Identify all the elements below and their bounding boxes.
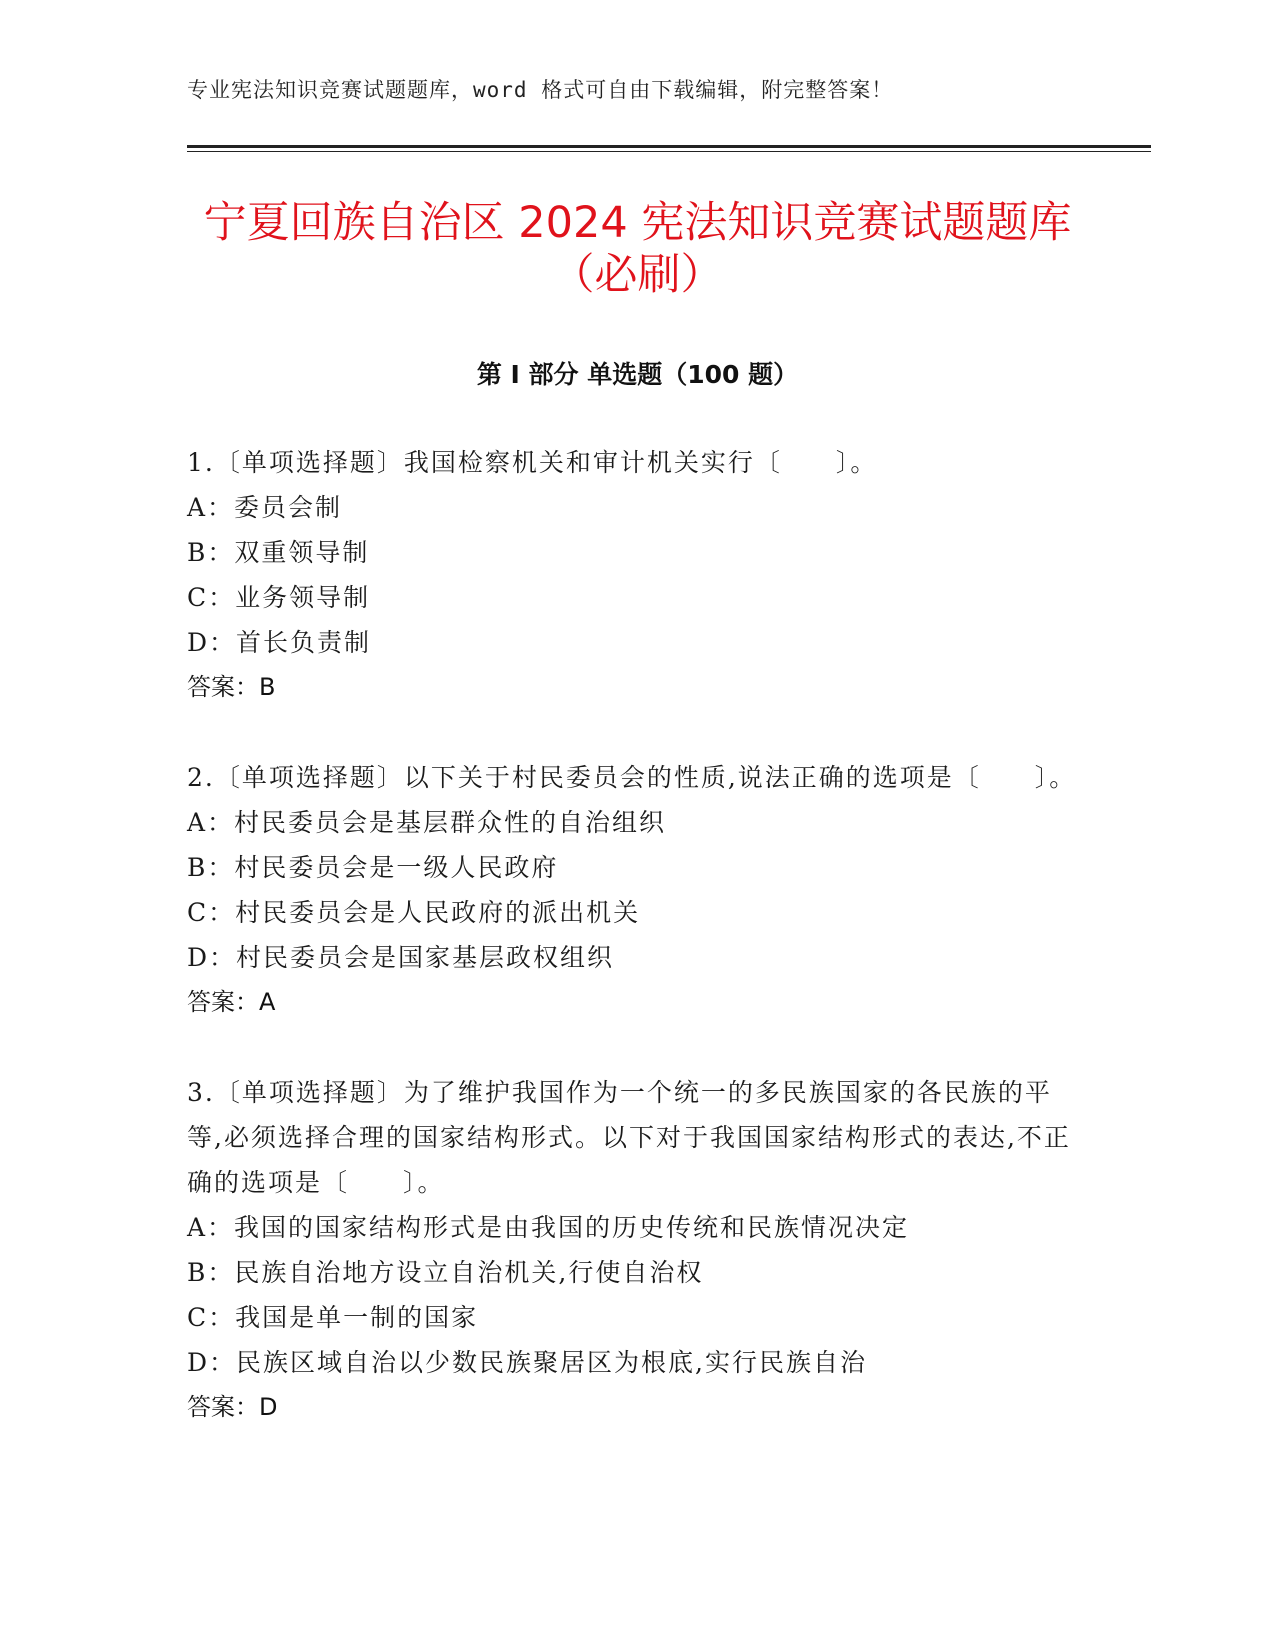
option-c: C：我国是单一制的国家	[187, 1303, 479, 1332]
option-b: B：双重领导制	[187, 538, 370, 567]
answer: 答案：B	[187, 673, 276, 701]
title-line-2: （必刷）	[551, 250, 724, 300]
header-rule-thin	[187, 151, 1151, 152]
question-2	[187, 755, 1087, 1025]
question-3	[187, 1070, 1087, 1430]
option-c: C：村民委员会是人民政府的派出机关	[187, 898, 641, 927]
question-stem: 2.〔单项选择题〕以下关于村民委员会的性质,说法正确的选项是〔 〕。	[187, 763, 1077, 792]
option-d: D：村民委员会是国家基层政权组织	[187, 943, 615, 972]
question-1	[187, 440, 1087, 710]
option-d: D：首长负责制	[187, 628, 372, 657]
header-note: 专业宪法知识竞赛试题题库，word 格式可自由下载编辑，附完整答案！	[187, 78, 894, 102]
section-heading: 第 I 部分 单选题（100 题）	[476, 360, 799, 389]
header-rule-thick	[187, 145, 1151, 148]
option-b: B：村民委员会是一级人民政府	[187, 853, 559, 882]
title-line-1: 宁夏回族自治区 2024 宪法知识竞赛试题题库	[203, 198, 1072, 248]
option-a: A：我国的国家结构形式是由我国的历史传统和民族情况决定	[187, 1213, 910, 1242]
option-d: D：民族区域自治以少数民族聚居区为根底,实行民族自治	[187, 1348, 867, 1377]
option-b: B：民族自治地方设立自治机关,行使自治权	[187, 1258, 704, 1287]
option-a: A：村民委员会是基层群众性的自治组织	[187, 808, 667, 837]
question-list	[187, 440, 1087, 1475]
question-stem: 3.〔单项选择题〕为了维护我国作为一个统一的多民族国家的各民族的平等,必须选择合理的国家结构形式。以下对于我国国家结构形式的表达,不正确的选项是〔 〕。	[187, 1078, 1071, 1197]
option-c: C：业务领导制	[187, 583, 371, 612]
document-title	[150, 197, 1125, 301]
question-stem: 1.〔单项选择题〕我国检察机关和审计机关实行〔 〕。	[187, 448, 878, 477]
option-a: A：委员会制	[187, 493, 343, 522]
answer: 答案：A	[187, 988, 276, 1016]
answer: 答案：D	[187, 1393, 278, 1421]
